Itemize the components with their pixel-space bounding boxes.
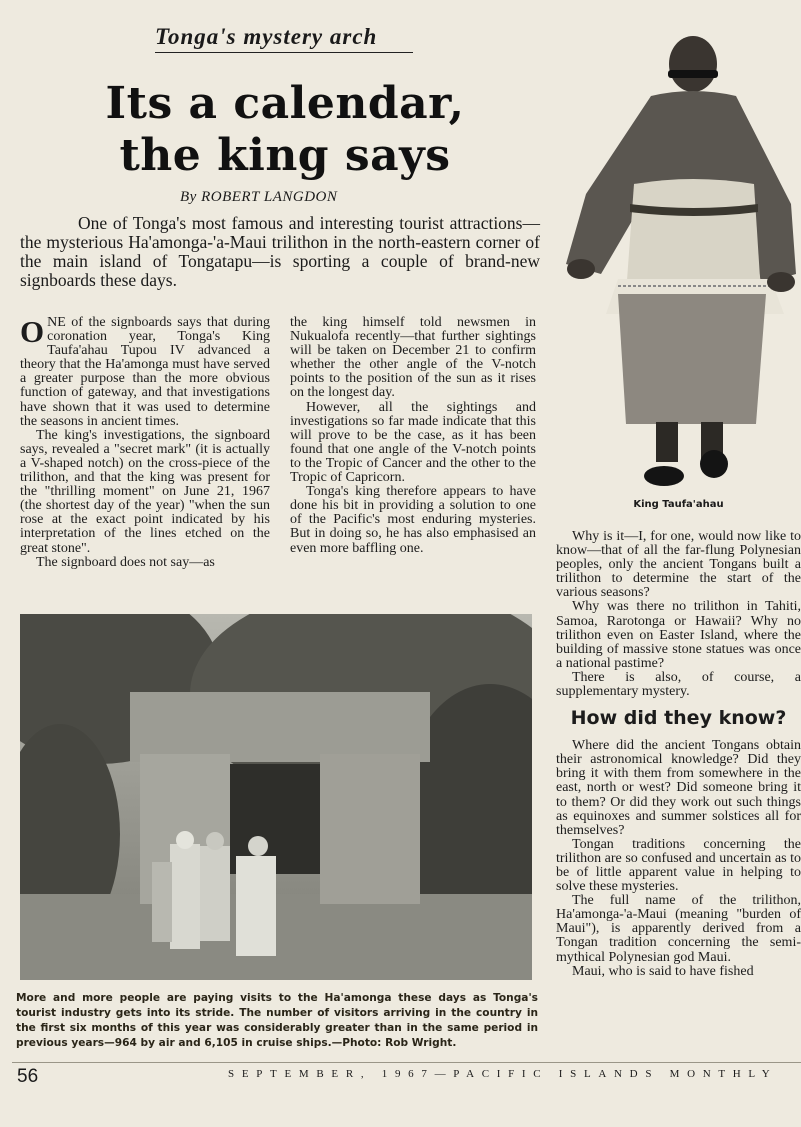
paragraph: There is also, of course, a supplementary mystery. xyxy=(556,669,801,700)
paragraph: The signboard does not say—as xyxy=(36,554,215,570)
paragraph xyxy=(20,316,270,429)
article-column-2 xyxy=(290,316,536,556)
intro-paragraph: One of Tonga's most famous and interesting tourist attractions—the mysterious Ha'amonga-'a-Maui trilithon in the north-eastern corner of the main island of Tongatapu—is sporting a couple of brand-new signboards these days. xyxy=(20,213,540,290)
byline: By ROBERT LANGDON xyxy=(180,189,338,205)
paragraph: Why was there no trilithon in Tahiti, Samoa, Rarotonga or Hawaii? Why no trilithon even on Easter Island, where the building of massive stone statues was once a national pastime? xyxy=(556,599,801,671)
article-column-3 xyxy=(556,530,801,979)
paragraph: Why is it—I, for one, would now like to know—that of all the far-flung Polynesian peoples, only the ancient Tongans built a trilithon to determine the start of the various seasons? xyxy=(556,529,801,601)
paragraph: Tonga's king therefore appears to have done his bit in providing a solution to one of the Pacific's most enduring mysteries. But in doing so, he has also emphasised an even more baffling one. xyxy=(290,484,536,556)
section-kicker: Tonga's mystery arch xyxy=(155,24,413,53)
article-column-1 xyxy=(20,316,270,570)
king-photo xyxy=(556,24,801,504)
paragraph: Tongan traditions concerning the trilithon are so confused and uncertain as to be of little apparent value in helping to solve these mysteries. xyxy=(556,836,801,895)
trilithon-image xyxy=(20,614,532,980)
paragraph: Where did the ancient Tongans obtain their astronomical knowledge? Did they bring it with them from somewhere in the east, north or west? Did someone bring it to them? Or did they work out such things as equinoxes and summer solstices all for themselves? xyxy=(556,738,801,838)
headline xyxy=(60,78,510,182)
headline-line-2: the king says xyxy=(119,130,451,181)
paragraph: However, all the sightings and investigations so far made indicate that this will prove to be the case, as it has been found that one angle of the V-notch points to the Tropic of Cancer and the other to the Tropic of Capricorn. xyxy=(290,399,536,486)
paragraph: Maui, who is said to have fished xyxy=(572,963,754,979)
running-footer: SEPTEMBER, 1967—PACIFIC ISLANDS MONTHLY xyxy=(228,1068,778,1080)
trilithon-photo xyxy=(20,614,532,980)
paragraph: The king's investigations, the signboard says, revealed a "secret mark" (it is actually a V-shaped notch) on the cross-piece of the trilithon, and that the king was present for the "thrilling moment" on June 21, 1967 (the shortest day of the year) "when the sun rose at the exact point indicated by his interpretation of the lines etched on the great stone". xyxy=(20,427,270,556)
subheading: How did they know? xyxy=(570,707,787,730)
headline-line-1: Its a calendar, xyxy=(105,78,465,129)
paragraph-text: NE of the signboards says that during coronation year, Tonga's King Taufa'ahau Tupou IV advanced a theory that the Ha'amonga must have served a greater purpose than the more obvious function of gateway, and that investigations have shown that it was used to determine the seasons in ancient times. xyxy=(20,315,270,429)
king-photo-caption: King Taufa'ahau xyxy=(633,499,724,510)
paragraph: the king himself told newsmen in Nukualofa recently—that further sightings will be taken on December 21 to confirm whether the other angle of the V-notch points to the position of the sun as it rises on the longest day. xyxy=(290,315,536,401)
footer-divider xyxy=(12,1062,801,1063)
king-figure-image xyxy=(556,24,801,504)
photo-caption: More and more people are paying visits to the Ha'amonga these days as Tonga's tourist industry gets into its stride. The number of visitors arriving in the country in the first six months of this year was considerably greater than in the same period in previous years—964 by air and 6,105 in cruise ships.—Photo: Rob Wright. xyxy=(16,992,538,1049)
page-number: 56 xyxy=(17,1066,39,1087)
paragraph: The full name of the trilithon, Ha'amonga-'a-Maui (meaning "burden of Maui"), is apparently derived from a Tongan tradition concerning the semi-mythical Polynesian god Maui. xyxy=(556,893,801,965)
drop-cap: O xyxy=(20,314,45,349)
